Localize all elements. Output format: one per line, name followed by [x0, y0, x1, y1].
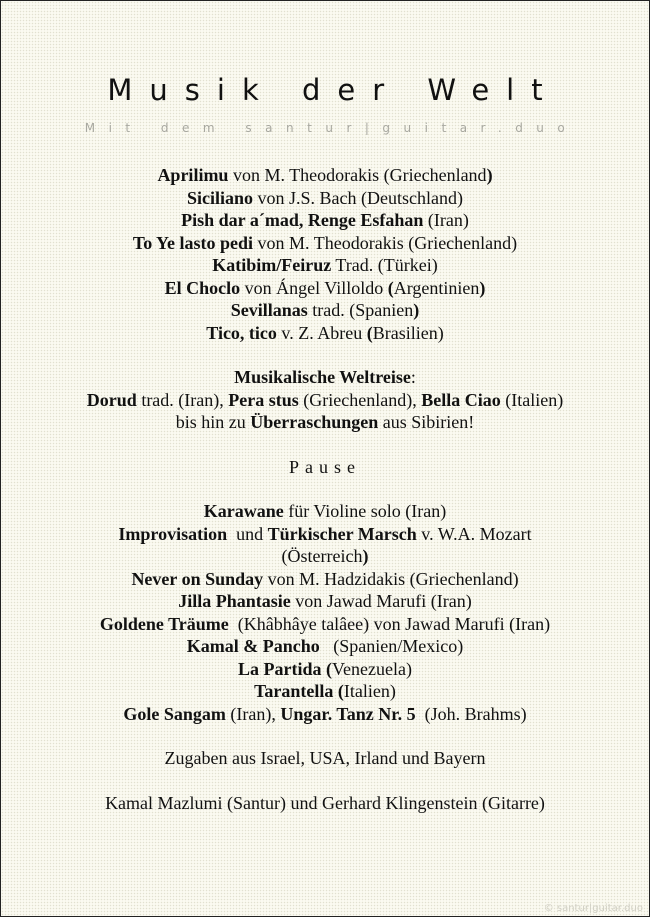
program-line [1, 389, 649, 412]
piece-detail: trad. (Iran), [136, 389, 229, 410]
program-line [1, 500, 649, 523]
piece-title: Kamal & Pancho [186, 636, 320, 656]
piece-title: To Ye lasto pedi [132, 232, 254, 253]
piece-title: El Choclo [164, 277, 241, 298]
piece-detail: (Iran), [225, 703, 281, 724]
piece-title: Überraschungen [250, 412, 379, 432]
program-line [1, 277, 649, 300]
piece-detail: v. Z. Abreu [276, 322, 367, 343]
piece-detail: Brasilien) [372, 322, 444, 343]
piece-title: Tarantella [254, 681, 334, 701]
program-line [1, 680, 649, 703]
piece-detail: (Joh. Brahms) [415, 703, 527, 724]
piece-title: Musikalische Weltreise [234, 367, 411, 387]
piece-title: Pera stus [228, 389, 299, 410]
page-subtitle: Mit dem santur|guitar.duo [84, 121, 579, 135]
piece-detail: von Ángel Villoldo [240, 277, 388, 298]
piece-detail: von Jawad Marufi (Iran) [290, 591, 472, 611]
piece-title: Goldene Träume [99, 613, 234, 634]
page-title: Musik der Welt [107, 73, 560, 107]
program-line [1, 658, 649, 681]
piece-title: ( [387, 277, 394, 298]
program-line [1, 254, 649, 277]
piece-detail: von M. Theodorakis (Griechenland) [253, 232, 518, 253]
piece-title: Türkischer Marsch [267, 523, 417, 544]
program-line [1, 322, 649, 345]
piece-detail: Trad. (Türkei) [331, 255, 438, 275]
piece-title: Bella Ciao [421, 389, 501, 410]
program-line [1, 366, 649, 389]
program-part-2 [1, 500, 649, 725]
piece-detail: bis hin zu [175, 412, 251, 432]
program-part-1 [1, 164, 649, 344]
piece-title: Sevillanas [230, 300, 308, 320]
program-line [1, 523, 649, 546]
piece-title: Siciliano [187, 187, 254, 208]
piece-title: ) [486, 165, 493, 185]
program-line [1, 299, 649, 322]
piece-detail: (Spanien/Mexico) [319, 636, 464, 656]
piece-title: La Partida [238, 658, 322, 679]
piece-detail: v. W.A. Mozart [416, 523, 532, 544]
encores-text: Zugaben aus Israel, USA, Irland und Bayern [164, 748, 486, 768]
piece-title: Karawane [203, 501, 284, 521]
piece-detail: trad. (Spanien [307, 300, 414, 320]
piece-detail: für Violine solo (Iran) [283, 501, 447, 521]
program-line [1, 568, 649, 591]
piece-detail: aus Sibirien! [378, 412, 475, 432]
piece-title: Dorud [86, 389, 137, 410]
piece-detail: von J.S. Bach (Deutschland) [253, 187, 463, 208]
piece-title: Jilla Phantasie [178, 591, 291, 611]
weltreise-section [1, 366, 649, 434]
piece-title: Aprilimu [157, 165, 229, 185]
section-gap [1, 478, 649, 500]
copyright-notice: © santur|guitar.duo [543, 903, 643, 914]
program-line [1, 613, 649, 636]
piece-detail: Argentinien [393, 277, 480, 298]
program-line [1, 411, 649, 434]
program-content [1, 164, 649, 814]
program-line [1, 232, 649, 255]
piece-detail: von M. Theodorakis (Griechenland [228, 165, 487, 185]
piece-title: Gole Sangam [123, 703, 226, 724]
program-line [1, 209, 649, 232]
piece-title: ( [337, 681, 344, 701]
pause-label: Pause [289, 456, 361, 477]
program-line [1, 164, 649, 187]
piece-detail: (Österreich [281, 546, 363, 566]
piece-detail: von M. Hadzidakis (Griechenland) [263, 568, 519, 589]
piece-title: Improvisation [118, 523, 232, 544]
piece-title: ) [479, 277, 486, 298]
piece-title: ( [366, 322, 373, 343]
program-line [1, 590, 649, 613]
piece-detail: und [231, 523, 268, 544]
section-gap [1, 344, 649, 366]
piece-detail: (Griechenland), [298, 389, 422, 410]
section-gap [1, 434, 649, 456]
piece-title: ) [362, 546, 369, 566]
performers-text: Kamal Mazlumi (Santur) und Gerhard Klingenstein (Gitarre) [105, 792, 545, 813]
piece-title: Ungar. Tanz Nr. 5 [280, 703, 416, 724]
piece-title: ) [413, 300, 420, 320]
piece-title: Pish dar a´mad, Renge Esfahan [181, 210, 424, 230]
piece-title: Never on Sunday [131, 568, 264, 589]
program-line [1, 187, 649, 210]
piece-detail: : [410, 367, 416, 387]
piece-title: ( [326, 658, 333, 679]
piece-title: Katibim/Feiruz [212, 255, 332, 275]
piece-title: Tico, tico [206, 322, 277, 343]
section-gap [1, 770, 649, 792]
piece-detail: Italien) [343, 681, 396, 701]
program-line [1, 703, 649, 726]
program-line [1, 635, 649, 658]
piece-detail: (Iran) [423, 210, 469, 230]
piece-detail: (Khâbhâye talâee) von Jawad Marufi (Iran) [233, 613, 551, 634]
piece-detail: (Italien) [500, 389, 564, 410]
section-gap [1, 725, 649, 747]
program-line [1, 545, 649, 568]
piece-detail: Venezuela) [332, 658, 412, 679]
